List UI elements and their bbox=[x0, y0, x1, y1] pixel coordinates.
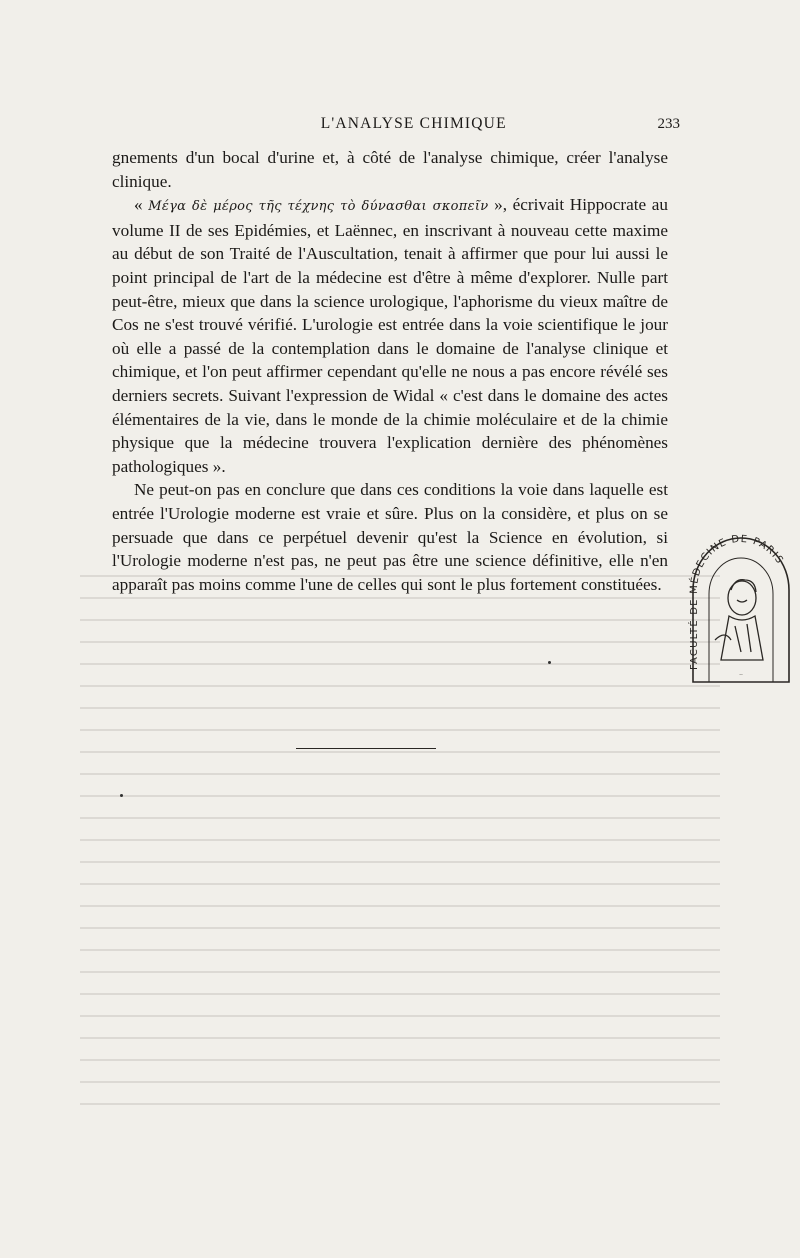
quote-open: « bbox=[134, 195, 149, 215]
running-title: L'ANALYSE CHIMIQUE bbox=[320, 115, 507, 132]
bleed-through-texture bbox=[80, 575, 720, 1145]
paragraph-3: Ne peut-on pas en conclure que dans ces conditions la voie dans laquelle est entrée l'Urologie moderne est vraie et sûre. Plus on la considère, et plus on se persuade que dans ce perpétuel devenir qu'est la Science en évolution, si l'Urologie moderne n'est pas, ne peut pas être une science définitive, elle n'en apparaît pas moins comme l'une de celles qui sont le plus fortement constituées. bbox=[112, 480, 668, 594]
paragraph-1: gnements d'un bocal d'urine et, à côté de l'analyse chimique, créer l'analyse clinique. bbox=[112, 148, 668, 191]
svg-text:··: ·· bbox=[739, 672, 743, 679]
greek-quote: Μέγα δὲ μέρος τῆς τέχνης τὸ δύνασθαι σκοπεῖν bbox=[148, 199, 489, 215]
body-text bbox=[112, 146, 668, 596]
paragraph-2-rest: », écrivait Hippocrate au volume II de ses Epidémies, et Laënnec, en inscrivant à nouveau cette maxime au début de son Traité de l'Auscultation, tenait à affirmer que pour lui aussi le point principal de l'art de la médecine est d'être à même d'explorer. Nulle part peut-être, mieux que dans la science urologique, l'aphorisme du vieux maître de Cos ne s'est trouvé vérifié. L'urologie est entrée dans la voie scientifique le jour où elle a passé de la contemplation dans le domaine de l'analyse clinique et chimique, et l'on peut affirmer cependant qu'elle ne nous a pas encore révélé ses derniers secrets. Suivant l'expression de Widal « c'est dans le domaine des actes élémentaires de la vie, dans le monde de la chimie moléculaire et de la chimie physique que la médecine trouvera l'explication dernière des phénomènes pathologiques ». bbox=[112, 195, 668, 476]
page-number: 233 bbox=[657, 116, 680, 132]
section-end-rule bbox=[296, 748, 436, 749]
ink-speck bbox=[548, 661, 551, 664]
stamp-text: FACULTÉ DE MÉDECINE DE PARIS bbox=[688, 533, 786, 670]
paragraph-2 bbox=[112, 193, 668, 478]
library-stamp bbox=[685, 520, 797, 690]
portrait-icon bbox=[715, 580, 763, 660]
running-head bbox=[110, 115, 680, 133]
ink-speck bbox=[120, 794, 123, 797]
